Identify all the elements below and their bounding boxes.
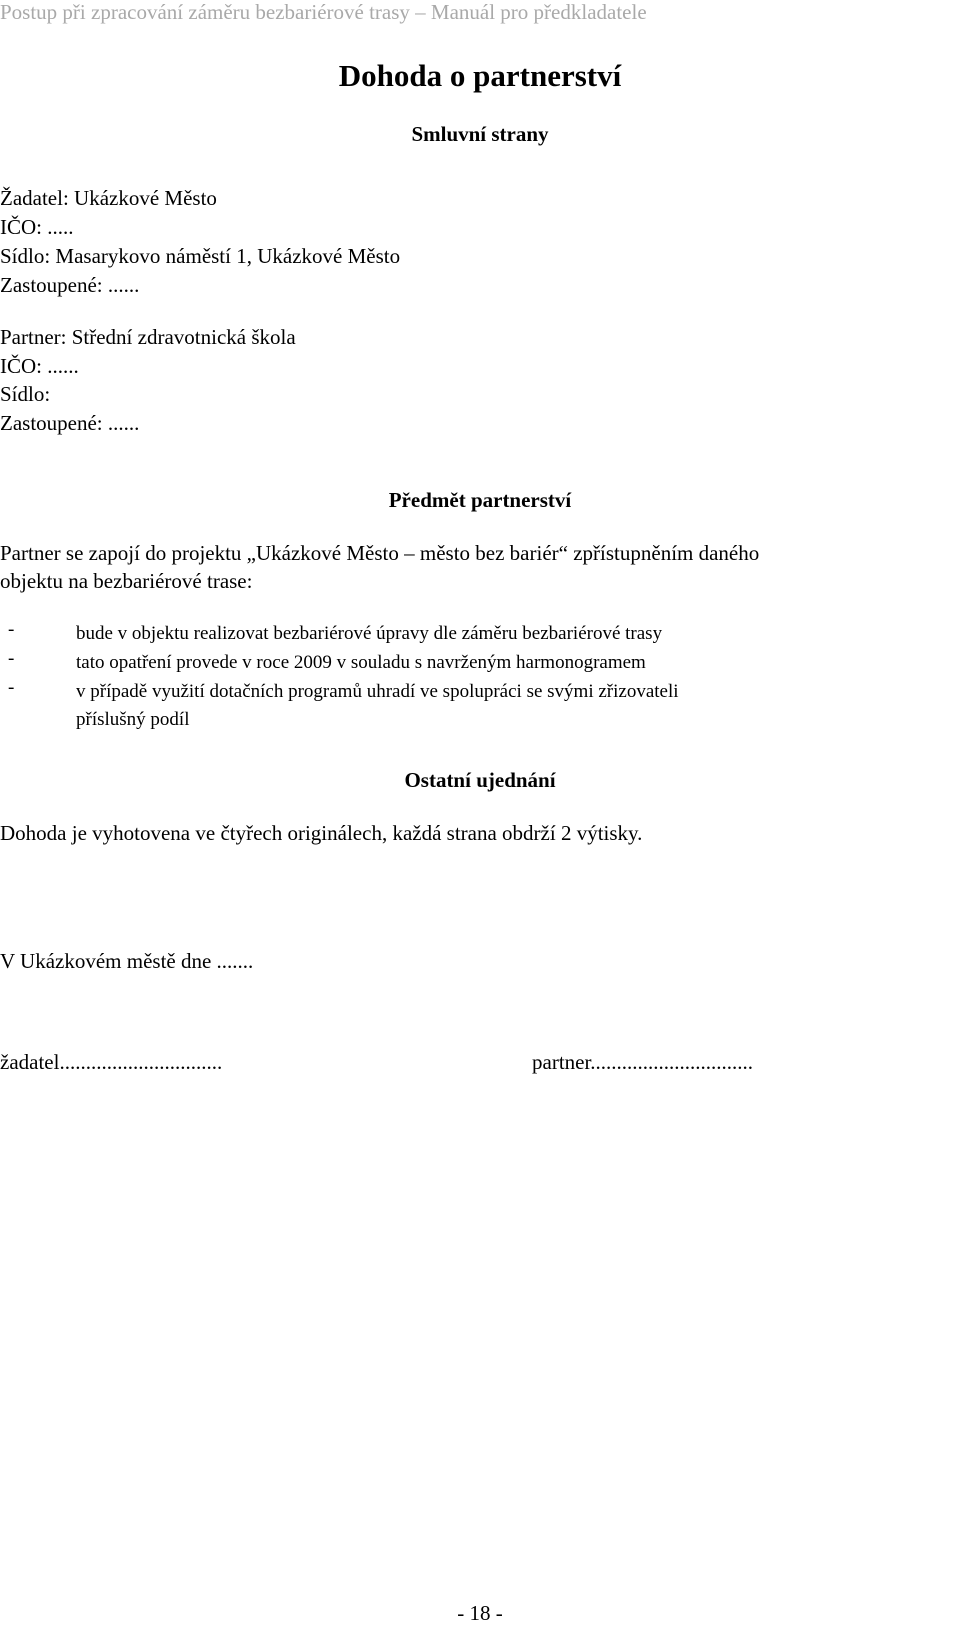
bullet-item-continuation: příslušný podíl xyxy=(76,709,190,730)
partner-signature: partner............................... xyxy=(532,1050,754,1074)
applicant-ico: IČO: ..... xyxy=(0,215,74,239)
subject-intro-line-2: objektu na bezbariérové trase: xyxy=(0,569,253,593)
partner-ico: IČO: ...... xyxy=(0,354,79,378)
bullet-dash: - xyxy=(8,677,15,698)
other-text: Dohoda je vyhotovena ve čtyřech originálech, každá strana obdrží 2 výtisky. xyxy=(0,821,643,845)
page-number: - 18 - xyxy=(457,1601,503,1625)
bullet-item: bude v objektu realizovat bezbariérové úpravy dle záměru bezbariérové trasy xyxy=(76,623,663,644)
running-header: Postup při zpracování záměru bezbariérové trasy – Manuál pro předkladatele xyxy=(0,0,647,24)
partner-seat: Sídlo: xyxy=(0,382,51,406)
partner-name: Partner: Střední zdravotnická škola xyxy=(0,325,296,349)
bullet-item: tato opatření provede v roce 2009 v souladu s navrženým harmonogramem xyxy=(76,652,646,673)
parties-heading: Smluvní strany xyxy=(411,122,549,146)
bullet-item: v případě využití dotačních programů uhradí ve spolupráci se svými zřizovateli xyxy=(76,681,679,702)
document-title: Dohoda o partnerství xyxy=(338,58,622,93)
applicant-signature: žadatel............................... xyxy=(0,1050,223,1074)
bullet-dash: - xyxy=(8,648,15,669)
applicant-represented: Zastoupené: ...... xyxy=(0,273,140,297)
subject-heading: Předmět partnerství xyxy=(388,488,572,512)
applicant-seat: Sídlo: Masarykovo náměstí 1, Ukázkové Město xyxy=(0,244,401,268)
bullet-dash: - xyxy=(8,619,15,640)
applicant-name: Žadatel: Ukázkové Město xyxy=(0,186,217,210)
partner-represented: Zastoupené: ...... xyxy=(0,411,140,435)
other-heading: Ostatní ujednání xyxy=(404,768,556,792)
subject-intro-line-1: Partner se zapojí do projektu „Ukázkové Město – město bez bariér“ zpřístupněním daného xyxy=(0,541,760,565)
place-date-line: V Ukázkovém městě dne ....... xyxy=(0,949,254,973)
